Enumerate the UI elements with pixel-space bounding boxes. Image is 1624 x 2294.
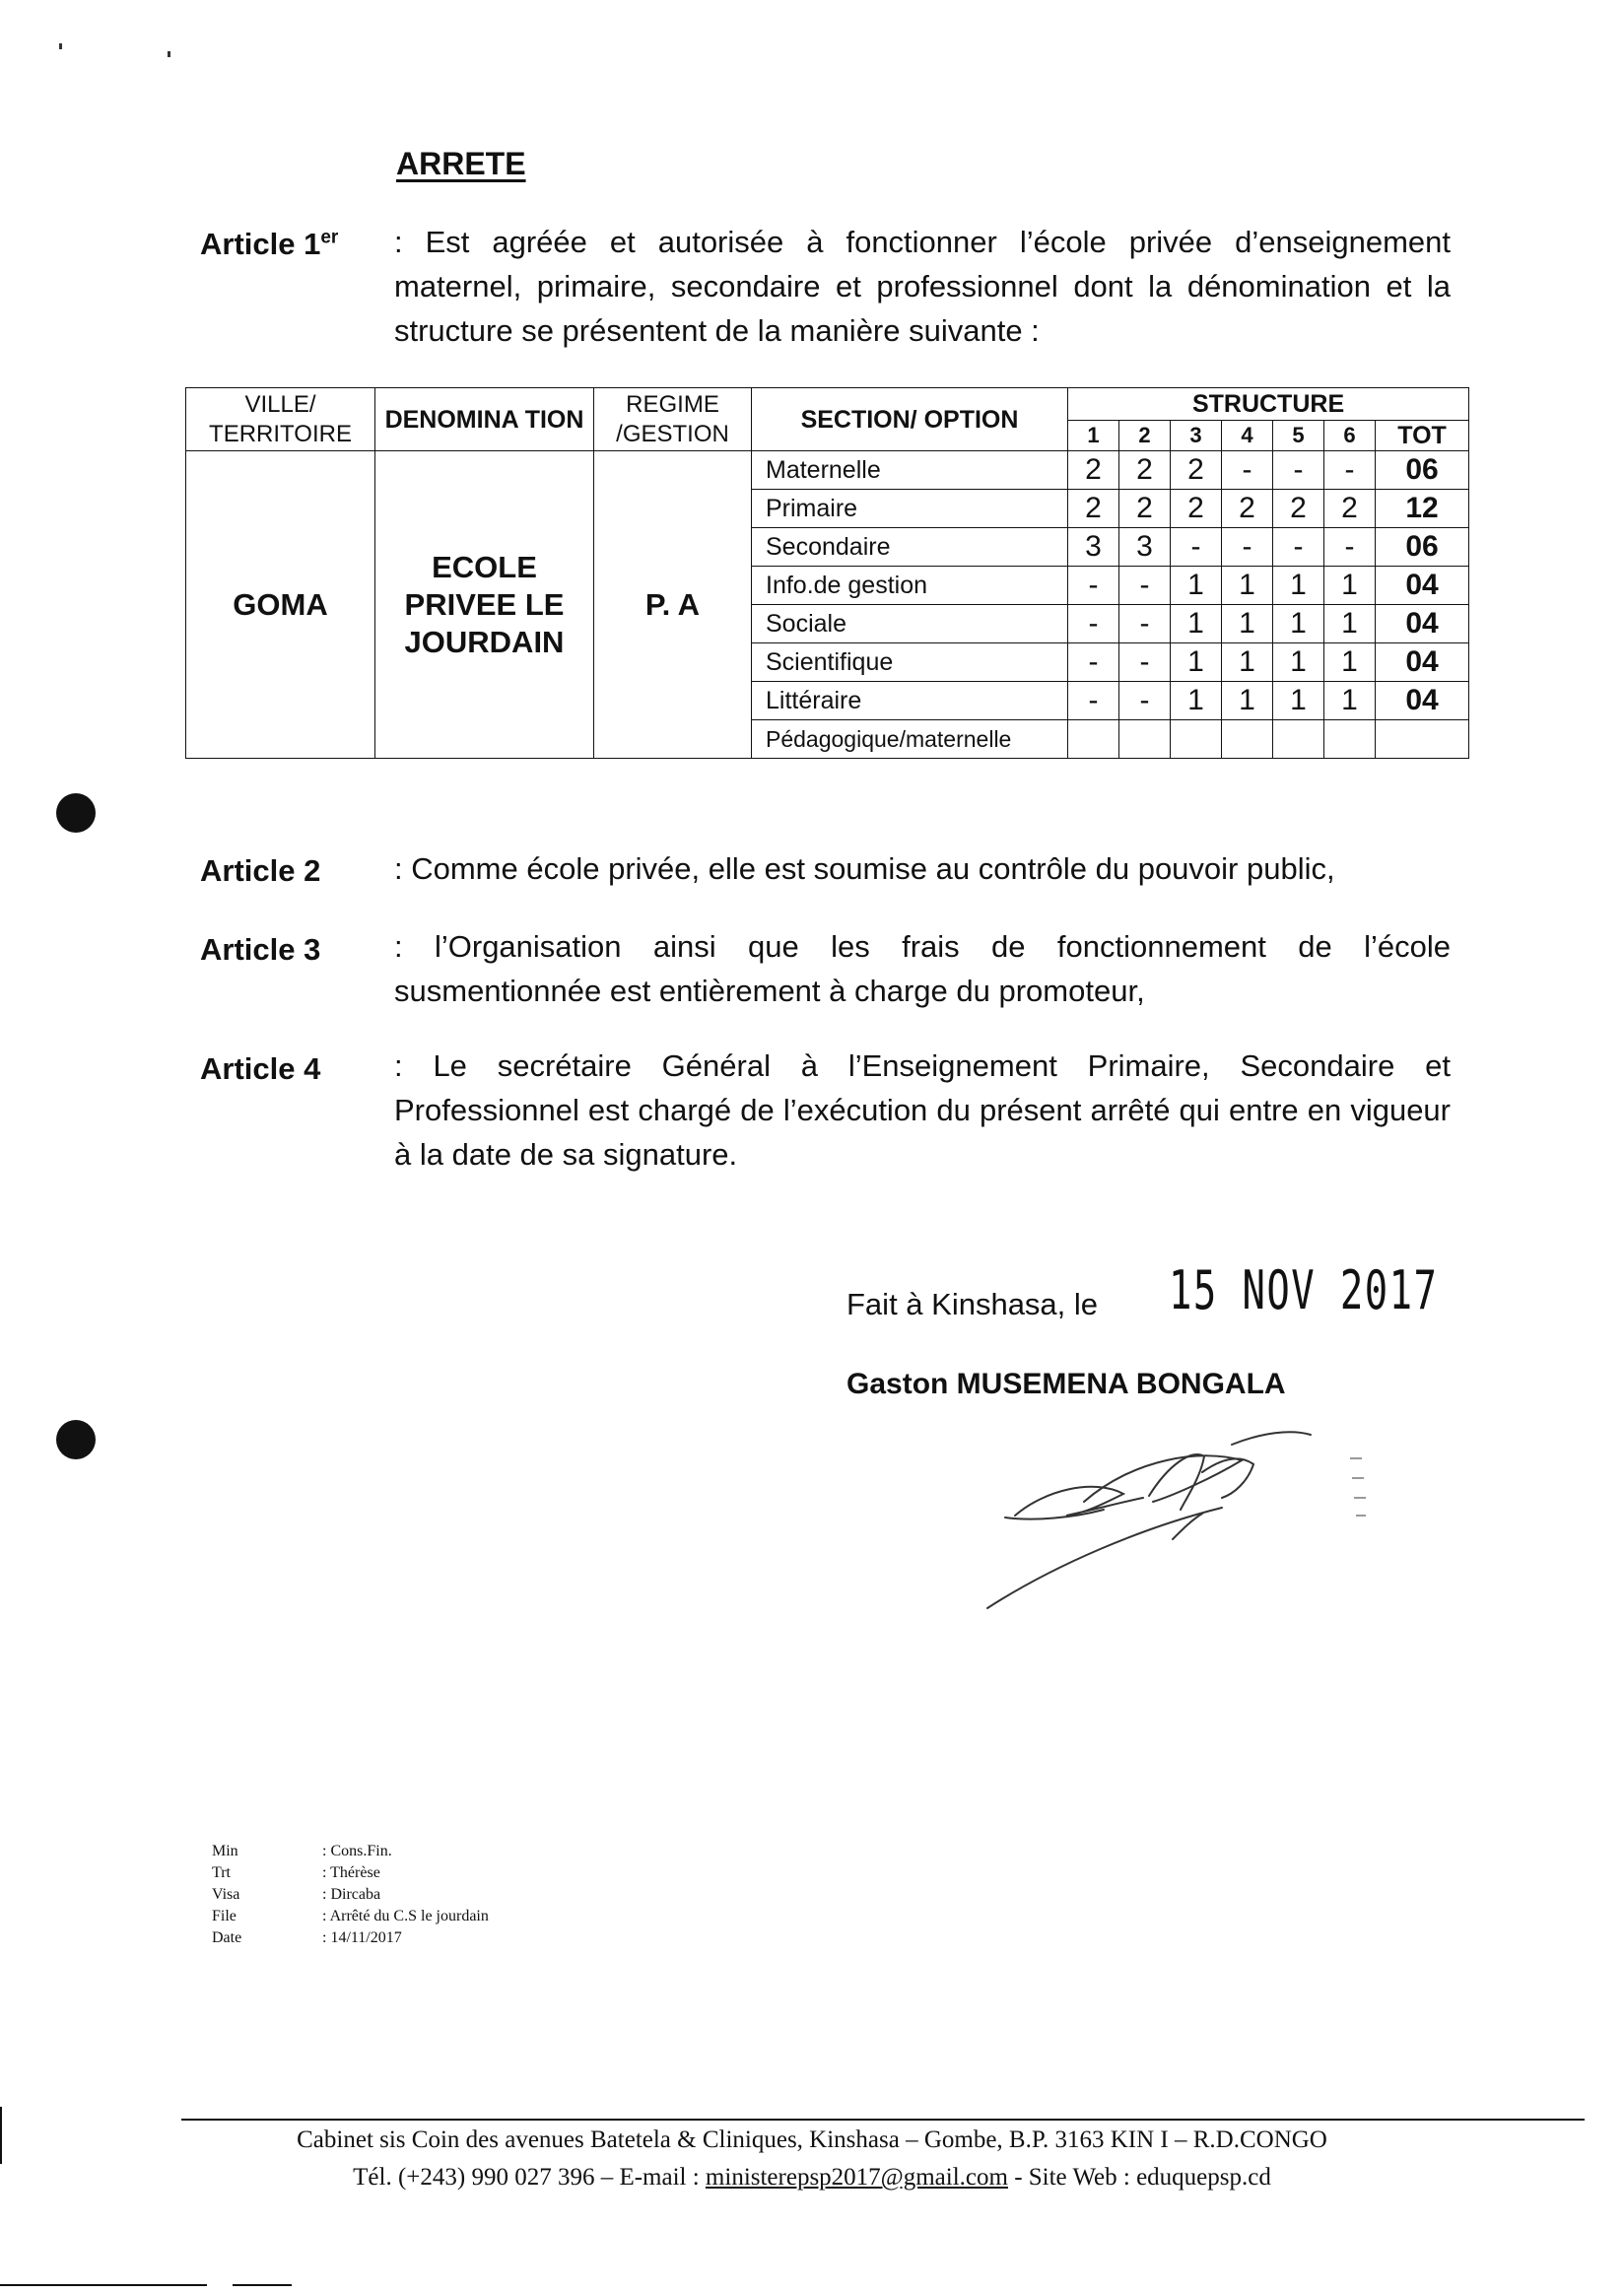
scan-mark [168, 51, 170, 57]
routing-notes [212, 1841, 489, 1949]
total-cell: 04 [1376, 682, 1469, 720]
footer-contact [0, 2164, 1624, 2192]
section-cell: Sociale [752, 605, 1068, 643]
note-key: File [212, 1908, 237, 1924]
year-count-cell: - [1273, 451, 1324, 490]
year-count-cell: 2 [1119, 490, 1171, 528]
year-count-cell: 2 [1324, 490, 1376, 528]
article-3-text: : l’Organisation ainsi que les frais de fonctionnement de l’école susmentionnée est entièrement à charge du promoteur, [394, 929, 1451, 1008]
signer-name: Gaston MUSEMENA BONGALA [846, 1368, 1286, 1400]
year-count-cell: 1 [1222, 567, 1273, 605]
year-count-cell: 2 [1273, 490, 1324, 528]
year-count-cell: - [1119, 682, 1171, 720]
total-cell [1376, 720, 1469, 759]
year-count-cell: - [1222, 528, 1273, 567]
total-cell: 06 [1376, 451, 1469, 490]
year-count-cell: 3 [1119, 528, 1171, 567]
year-count-cell: 1 [1273, 682, 1324, 720]
note-row [212, 1906, 489, 1927]
year-count-cell [1222, 720, 1273, 759]
footer-website: - Site Web : eduquepsp.cd [1014, 2164, 1271, 2191]
year-count-cell: 3 [1068, 528, 1119, 567]
scan-edge-line [233, 2284, 292, 2286]
year-count-cell: - [1119, 567, 1171, 605]
footer-address: Cabinet sis Coin des avenues Batetela & Cliniques, Kinshasa – Gombe, B.P. 3163 KIN I – R.D.CONGO [297, 2126, 1327, 2153]
note-key: Trt [212, 1864, 231, 1881]
year-count-cell: - [1068, 682, 1119, 720]
year-count-cell: 2 [1171, 490, 1222, 528]
note-value: : Thérèse [322, 1864, 380, 1881]
year-count-cell: 1 [1222, 643, 1273, 682]
year-count-cell: 1 [1324, 567, 1376, 605]
year-count-cell: 1 [1273, 605, 1324, 643]
section-cell: Primaire [752, 490, 1068, 528]
year-count-cell: 2 [1068, 451, 1119, 490]
year-count-cell: 2 [1171, 451, 1222, 490]
year-count-cell: - [1119, 605, 1171, 643]
col-header-denomination: DENOMINA TION [375, 388, 594, 451]
col-header-year: 1 [1068, 421, 1119, 451]
school-structure-table [185, 387, 1469, 759]
year-count-cell: 2 [1222, 490, 1273, 528]
year-count-cell: 1 [1324, 643, 1376, 682]
col-header-year: 3 [1171, 421, 1222, 451]
year-count-cell: 2 [1119, 451, 1171, 490]
note-value: : Dircaba [322, 1886, 381, 1903]
year-count-cell: 1 [1273, 567, 1324, 605]
col-header-section: SECTION/ OPTION [752, 388, 1068, 451]
signature-place: Fait à Kinshasa, le [846, 1287, 1099, 1321]
article-3-label: Article 3 [200, 932, 321, 967]
note-value: : Arrêté du C.S le jourdain [322, 1908, 489, 1924]
footer-phone: Tél. (+243) 990 027 396 – E-mail : [353, 2164, 700, 2191]
year-count-cell [1171, 720, 1222, 759]
note-key: Visa [212, 1886, 240, 1903]
year-count-cell: - [1171, 528, 1222, 567]
year-count-cell [1119, 720, 1171, 759]
col-header-year: 4 [1222, 421, 1273, 451]
col-header-year: 6 [1324, 421, 1376, 451]
scan-mark [59, 43, 62, 49]
scan-edge-line [0, 2284, 207, 2286]
total-cell: 04 [1376, 643, 1469, 682]
handwritten-signature [976, 1399, 1429, 1626]
year-count-cell: - [1273, 528, 1324, 567]
year-count-cell: 1 [1324, 682, 1376, 720]
total-cell: 04 [1376, 567, 1469, 605]
total-cell: 12 [1376, 490, 1469, 528]
year-count-cell: 1 [1171, 682, 1222, 720]
year-count-cell: 1 [1273, 643, 1324, 682]
year-count-cell: 1 [1222, 605, 1273, 643]
hole-punch-mark [56, 1420, 96, 1459]
section-cell: Info.de gestion [752, 567, 1068, 605]
note-value: : 14/11/2017 [322, 1929, 402, 1946]
year-count-cell [1068, 720, 1119, 759]
decree-heading: ARRETE [396, 146, 526, 181]
section-cell: Littéraire [752, 682, 1068, 720]
regime-cell: P. A [594, 451, 752, 759]
year-count-cell: 1 [1222, 682, 1273, 720]
col-header-year: 5 [1273, 421, 1324, 451]
footer-divider [181, 2119, 1585, 2121]
ville-cell: GOMA [186, 451, 375, 759]
scan-edge-line [0, 2107, 2, 2164]
stamp-date: 15 NOV 2017 [1169, 1259, 1439, 1321]
note-row [212, 1862, 489, 1884]
article-1-label: Article 1er [200, 227, 339, 261]
year-count-cell: - [1068, 605, 1119, 643]
col-header-year: 2 [1119, 421, 1171, 451]
year-count-cell: 1 [1171, 643, 1222, 682]
year-count-cell: 1 [1171, 567, 1222, 605]
year-count-cell: - [1068, 643, 1119, 682]
year-count-cell: - [1068, 567, 1119, 605]
section-cell: Secondaire [752, 528, 1068, 567]
note-row [212, 1927, 489, 1949]
year-count-cell: 1 [1324, 605, 1376, 643]
year-count-cell: - [1324, 528, 1376, 567]
denomination-cell: ECOLE PRIVEE LE JOURDAIN [375, 451, 594, 759]
note-key: Min [212, 1843, 238, 1859]
note-value: : Cons.Fin. [322, 1843, 392, 1859]
table-row [186, 451, 1469, 490]
note-key: Date [212, 1929, 242, 1946]
article-2-label: Article 2 [200, 853, 321, 888]
year-count-cell: - [1324, 451, 1376, 490]
col-header-regime: REGIME /GESTION [594, 388, 752, 451]
article-1-text: : Est agréée et autorisée à fonctionner l’école privée d’enseignement maternel, primaire, secondaire et professionnel dont la dénomination et la structure se présentent de la manière suivante : [394, 225, 1451, 348]
article-2-text: : Comme école privée, elle est soumise au contrôle du pouvoir public, [394, 851, 1335, 886]
section-cell: Pédagogique/maternelle [752, 720, 1068, 759]
total-cell: 06 [1376, 528, 1469, 567]
section-cell: Maternelle [752, 451, 1068, 490]
footer-email-link[interactable]: ministerepsp2017@gmail.com [705, 2164, 1008, 2191]
article-4-label: Article 4 [200, 1051, 321, 1086]
year-count-cell: - [1119, 643, 1171, 682]
col-header-structure: STRUCTURE [1068, 388, 1469, 421]
section-cell: Scientifique [752, 643, 1068, 682]
col-header-ville: VILLE/ TERRITOIRE [186, 388, 375, 451]
year-count-cell: 1 [1171, 605, 1222, 643]
article-4-text: : Le secrétaire Général à l’Enseignement Primaire, Secondaire et Professionnel est chargé de l’exécution du présent arrêté qui entre en vigueur à la date de sa signature. [394, 1048, 1451, 1172]
note-row [212, 1884, 489, 1906]
year-count-cell [1273, 720, 1324, 759]
total-cell: 04 [1376, 605, 1469, 643]
col-header-tot: TOT [1376, 421, 1469, 451]
year-count-cell: - [1222, 451, 1273, 490]
note-row [212, 1841, 489, 1862]
year-count-cell [1324, 720, 1376, 759]
year-count-cell: 2 [1068, 490, 1119, 528]
hole-punch-mark [56, 793, 96, 833]
